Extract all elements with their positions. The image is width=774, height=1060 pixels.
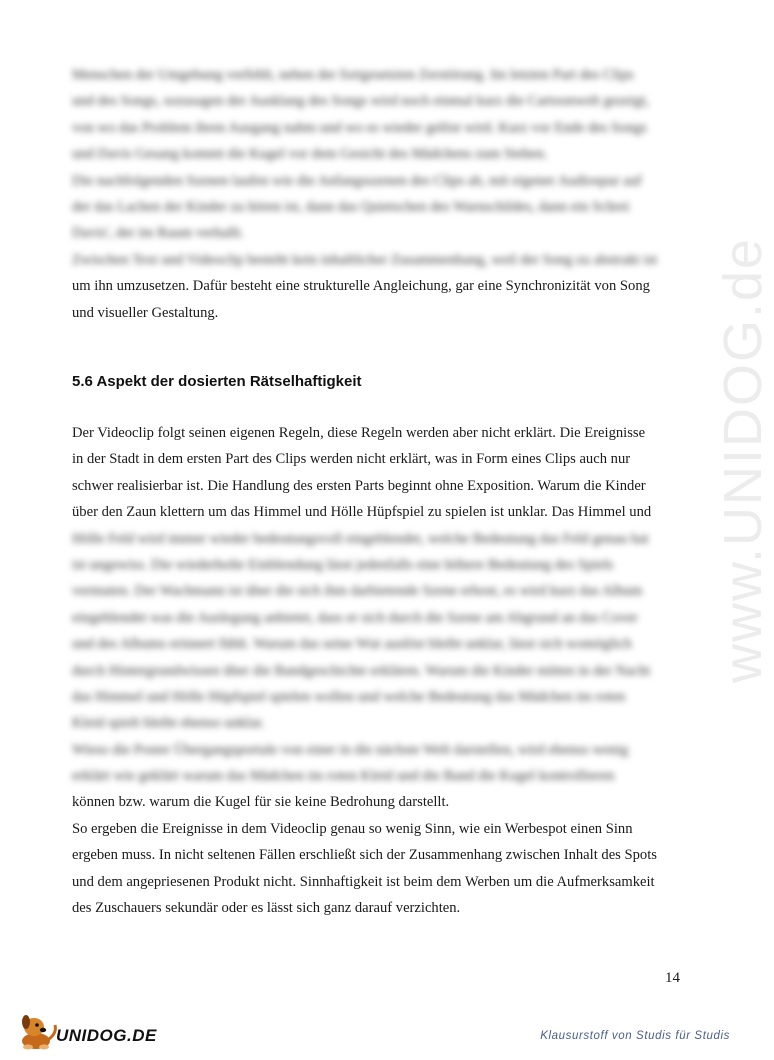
unidog-logo [16, 1012, 166, 1052]
blurred-line: Hölle Feld wird immer wieder bedeutungsvoll eingeblendet, welche Bedeutung das Feld genau hat [72, 530, 649, 547]
paragraph-1 [72, 62, 680, 326]
blurred-line: und des Albums erinnert fühlt. Warum das seine Wut auslöst bleibt unklar, lässt sich womöglich [72, 636, 632, 653]
footer-slogan: Klausurstoff von Studis für Studis [540, 1030, 730, 1042]
text-line: und dem angepriesenen Produkt nicht. Sinnhaftigkeit ist beim dem Werben um die Aufmerksamkeit [72, 873, 655, 890]
blurred-line: Kleid spielt bleibt ebenso unklar. [72, 715, 265, 732]
text-line: in der Stadt in dem ersten Part des Clips werden nicht erklärt, was in Form eines Clips auch nur [72, 451, 631, 468]
blurred-line: eingeblendet was die Auslegung anbietet, dass er sich durch die Szene am Abgrund an das Cover [72, 609, 638, 626]
blurred-line: vermuten. Der Wachmann ist über die sich ihm darbietende Szene erbost, es wird kurz das Album [72, 583, 643, 600]
dog-mascot-icon [16, 1012, 60, 1052]
blurred-line: ist ungewiss. Die wiederholte Einblendung lässt jedenfalls eine höhere Bedeutung des Spiels [72, 556, 614, 573]
text-line: So ergeben die Ereignisse in dem Videoclip genau so wenig Sinn, wie ein Werbespot einen Sinn [72, 820, 633, 837]
blurred-line: das Himmel und Hölle Hüpfspiel spielen wollen und welche Bedeutung das Mädchen im roten [72, 688, 626, 705]
page-number: 14 [665, 970, 680, 986]
logo-text: UNIDOG.DE [56, 1026, 157, 1045]
blurred-line: von wo das Problem ihren Ausgang nahm und wo es wieder gelöst wird. Kurz vor Ende des Songs [72, 119, 647, 136]
blurred-line: durch Hintergrundwissen über die Bandgeschichte erklären. Warum die Kinder mitten in der Nacht [72, 662, 651, 679]
text-line: ergeben muss. In nicht seltenen Fällen erschließt sich der Zusammenhang zwischen Inhalt des Spots [72, 847, 657, 864]
blurred-line: und Davis Gesang kommt die Kugel vor dem Gesicht des Mädchens zum Stehen. [72, 146, 548, 163]
paragraph-2 [72, 420, 680, 921]
blurred-line: Menschen der Umgebung verfehlt, neben der fortgesetzten Zerstörung. Im letzten Part des Clips [72, 67, 634, 83]
text-line: können bzw. warum die Kugel für sie keine Bedrohung darstellt. [72, 794, 450, 811]
blurred-line: Die nachfolgenden Szenen laufen wie die Anfangsszenen des Clips ab, mit eigener Audiospur auf [72, 172, 642, 189]
blurred-line: Wieso die Poster Übergangsportale von einer in die nächste Welt darstellen, wird ebenso wenig [72, 741, 629, 758]
blurred-line: Zwischen Text und Videoclip besteht kein inhaltlicher Zusammenhang, weil der Song zu abstrakt ist [72, 251, 658, 268]
text-line: schwer realisierbar ist. Die Handlung des ersten Parts beginnt ohne Exposition. Warum die Kinder [72, 477, 646, 494]
blurred-line: der das Lachen der Kinder zu hören ist, dann das Quietschen des Warnschildes, dann ein Schrei [72, 198, 630, 215]
section-heading: 5.6 Aspekt der dosierten Rätselhaftigkeit [72, 373, 362, 390]
text-line: über den Zaun klettern um das Himmel und Hölle Hüpfspiel zu spielen ist unklar. Das Himmel und [72, 504, 652, 521]
text-line: und visueller Gestaltung. [72, 304, 219, 321]
blurred-line: Davis', der im Raum verhallt. [72, 225, 245, 242]
blurred-line: erklärt wie geklärt warum das Mädchen im roten Kleid und die Band die Kugel kontrollieren [72, 768, 615, 785]
blurred-line: und des Songs, sozusagen der Ausklang des Songs wird noch einmal kurz die Cartoonwelt gezeigt, [72, 93, 650, 110]
text-line: des Zuschauers sekundär oder es lässt sich ganz darauf verzichten. [72, 900, 461, 917]
watermark: www.UNIDOG.de [713, 236, 773, 684]
text-line: Der Videoclip folgt seinen eigenen Regeln, diese Regeln werden aber nicht erklärt. Die Ereignisse [72, 425, 646, 441]
text-line: um ihn umzusetzen. Dafür besteht eine strukturelle Angleichung, gar eine Synchronizität von Song [72, 278, 650, 295]
